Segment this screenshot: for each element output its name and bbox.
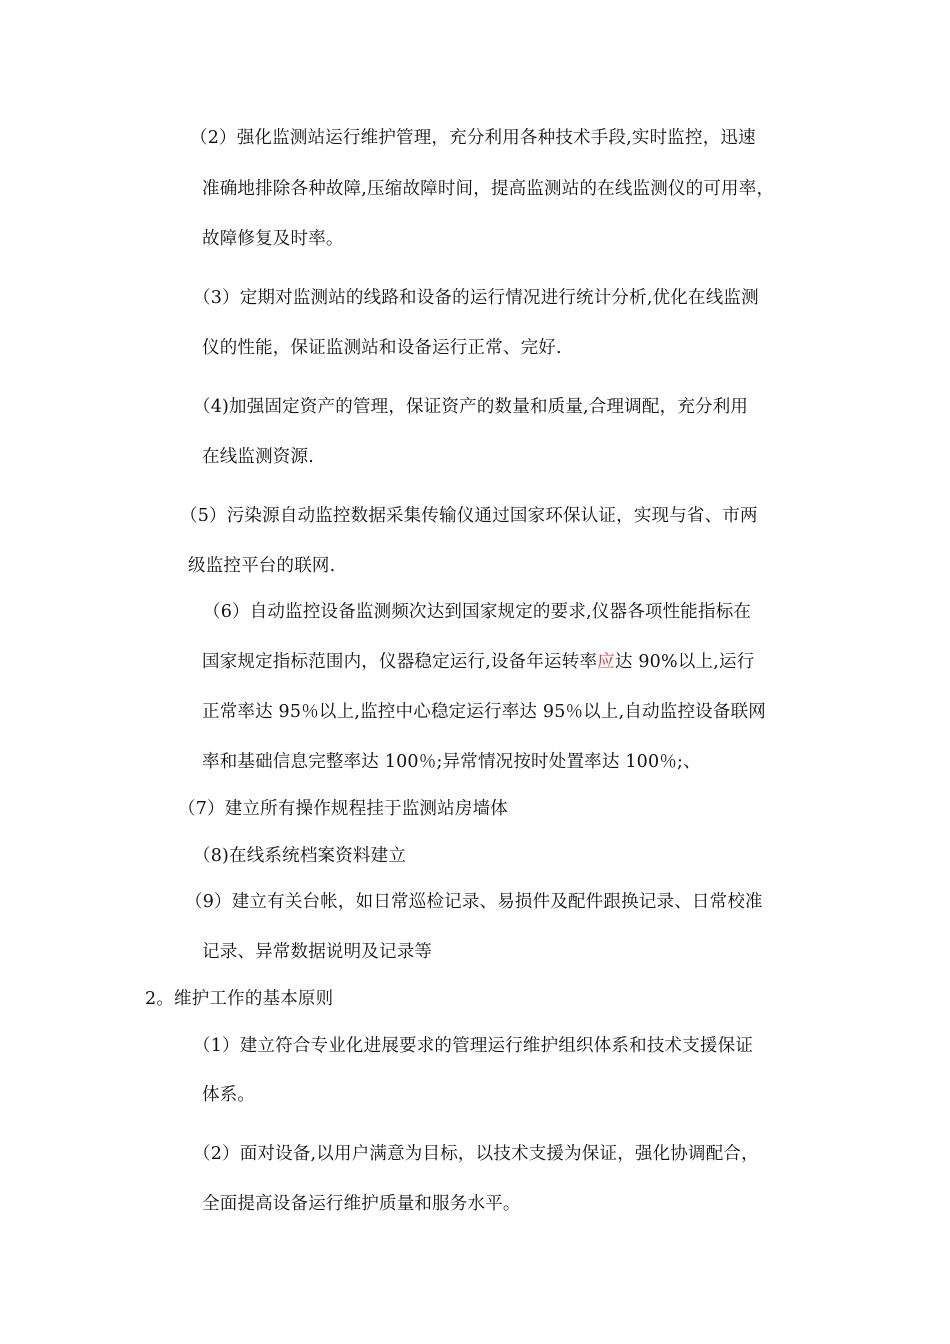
paragraph-5-line-1: （5）污染源自动监控数据采集传输仪通过国家环保认证，实现与省、市两 [180, 506, 758, 526]
paragraph-4-line-2: 在线监测资源. [202, 447, 314, 467]
paragraph-3-line-1: （3）定期对监测站的线路和设备的运行情况进行统计分析,优化在线监测 [193, 288, 759, 308]
paragraph-9-line-1: （9）建立有关台帐，如日常巡检记录、易损件及配件跟换记录、日常校准 [185, 892, 763, 912]
paragraph-6-line-2-text-b: 达 90%以上,运行 [614, 652, 755, 672]
paragraph-6-line-1: （6）自动监控设备监测频次达到国家规定的要求,仪器各项性能指标在 [203, 602, 752, 622]
highlighted-character: 应 [597, 652, 615, 672]
paragraph-7: （7）建立所有操作规程挂于监测站房墙体 [178, 799, 508, 819]
paragraph-6-line-3: 正常率达 95％以上,监控中心稳定运行率达 95％以上,自动监控设备联网 [202, 702, 766, 722]
paragraph-2-line-2: 准确地排除各种故障,压缩故障时间，提高监测站的在线监测仪的可用率， [202, 179, 775, 199]
paragraph-6-line-4: 率和基础信息完整率达 100％;异常情况按时处置率达 100％;、 [202, 752, 701, 772]
paragraph-2-line-3: 故障修复及时率。 [202, 229, 344, 249]
paragraph-6-line-2-text-a: 国家规定指标范围内，仪器稳定运行,设备年运转率 [202, 652, 598, 672]
paragraph-3-line-2: 仪的性能，保证监测站和设备运行正常、完好. [202, 338, 562, 358]
principle-2-line-1: （2）面对设备,以用户满意为目标，以技术支援为保证，强化协调配合， [193, 1144, 759, 1164]
paragraph-6-line-2 [202, 650, 754, 674]
paragraph-2-line-1: （2）强化监测站运行维护管理，充分利用各种技术手段,实时监控，迅速 [190, 128, 756, 148]
principle-1-line-1: （1）建立符合专业化进展要求的管理运行维护组织体系和技术支援保证 [193, 1036, 754, 1056]
section-heading: 2。维护工作的基本原则 [145, 989, 334, 1009]
principle-1-line-2: 体系。 [202, 1085, 256, 1105]
principle-2-line-2: 全面提高设备运行维护质量和服务水平。 [202, 1194, 521, 1214]
paragraph-9-line-2: 记录、异常数据说明及记录等 [202, 942, 433, 962]
paragraph-4-line-1: （4)加强固定资产的管理，保证资产的数量和质量,合理调配，充分利用 [193, 397, 749, 417]
paragraph-5-line-2: 级监控平台的联网. [188, 556, 336, 576]
paragraph-8: （8)在线系统档案资料建立 [193, 846, 407, 866]
